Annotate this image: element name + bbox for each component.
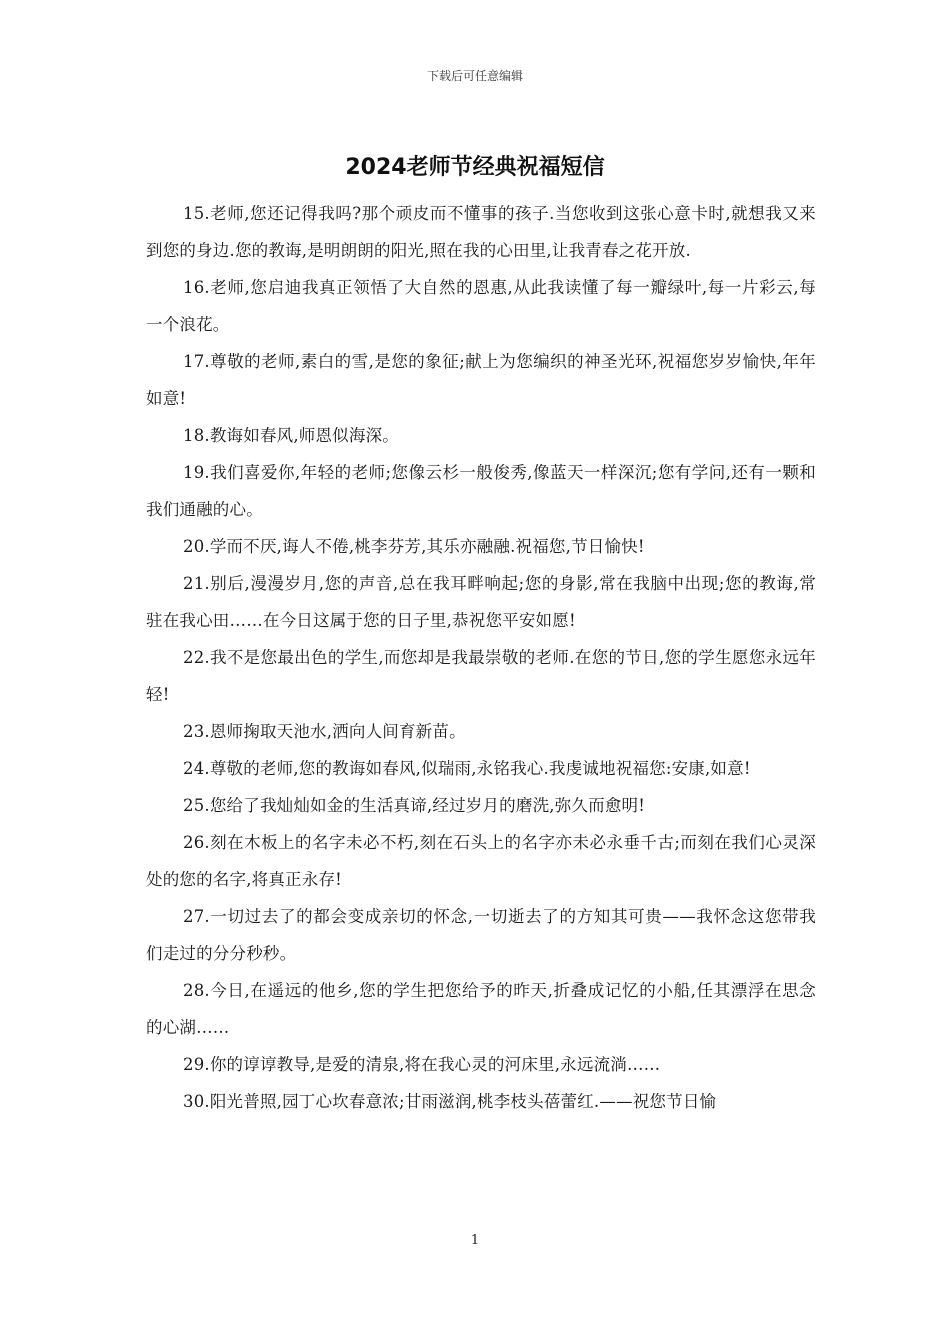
document-title: 2024老师节经典祝福短信	[345, 155, 605, 180]
paragraph-27: 27.一切过去了的都会变成亲切的怀念,一切逝去了的方知其可贵——我怀念这您带我们走过的分分秒秒。	[146, 907, 816, 963]
paragraph-20: 20.学而不厌,诲人不倦,桃李芬芳,其乐亦融融.祝福您,节日愉快!	[183, 537, 645, 556]
paragraph-23: 23.恩师掬取天池水,洒向人间育新苗。	[183, 722, 466, 741]
document-body	[146, 195, 816, 1120]
paragraph-24: 24.尊敬的老师,您的教诲如春风,似瑞雨,永铭我心.我虔诚地祝福您:安康,如意!	[183, 759, 751, 778]
page-number: 1	[470, 1233, 480, 1248]
paragraph-21: 21.别后,漫漫岁月,您的声音,总在我耳畔响起;您的身影,常在我脑中出现;您的教诲,常驻在我心田……在今日这属于您的日子里,恭祝您平安如愿!	[146, 574, 816, 630]
paragraph-30: 30.阳光普照,园丁心坎春意浓;甘雨滋润,桃李枝头蓓蕾红.——祝您节日愉	[183, 1092, 717, 1111]
paragraph-15: 15.老师,您还记得我吗?那个顽皮而不懂事的孩子.当您收到这张心意卡时,就想我又来到您的身边.您的教诲,是明朗朗的阳光,照在我的心田里,让我青春之花开放.	[146, 204, 816, 260]
paragraph-16: 16.老师,您启迪我真正领悟了大自然的恩惠,从此我读懂了每一瓣绿叶,每一片彩云,每一个浪花。	[146, 278, 816, 334]
paragraph-19: 19.我们喜爱你,年轻的老师;您像云杉一般俊秀,像蓝天一样深沉;您有学问,还有一颗和我们通融的心。	[146, 463, 816, 519]
paragraph-22: 22.我不是您最出色的学生,而您却是我最崇敬的老师.在您的节日,您的学生愿您永远年轻!	[146, 648, 816, 704]
paragraph-18: 18.教诲如春风,师恩似海深。	[183, 426, 399, 445]
paragraph-26: 26.刻在木板上的名字未必不朽,刻在石头上的名字亦未必永垂千古;而刻在我们心灵深处的您的名字,将真正永存!	[146, 833, 816, 889]
paragraph-29: 29.你的谆谆教导,是爱的清泉,将在我心灵的河床里,永远流淌……	[183, 1055, 661, 1074]
page-header: 下载后可任意编辑	[426, 69, 523, 83]
paragraph-17: 17.尊敬的老师,素白的雪,是您的象征;献上为您编织的神圣光环,祝福您岁岁愉快,年年如意!	[146, 352, 816, 408]
paragraph-28: 28.今日,在遥远的他乡,您的学生把您给予的昨天,折叠成记忆的小船,任其漂浮在思念的心湖……	[146, 981, 816, 1037]
paragraph-25: 25.您给了我灿灿如金的生活真谛,经过岁月的磨洗,弥久而愈明!	[183, 796, 646, 815]
